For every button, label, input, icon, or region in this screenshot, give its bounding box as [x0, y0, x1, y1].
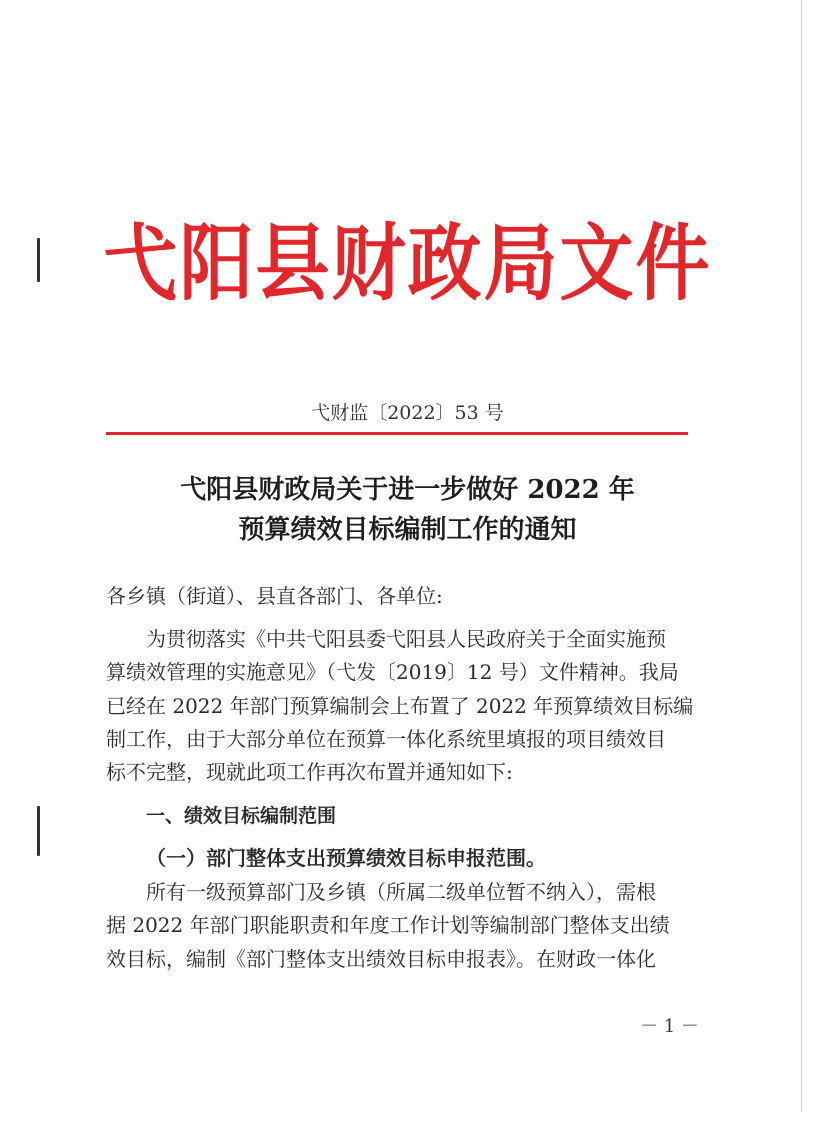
paragraph-line: 据 2022 年部门职能职责和年度工作计划等编制部门整体支出绩 — [106, 913, 670, 937]
paragraph-line: 为贯彻落实《中共弋阳县委弋阳县人民政府关于全面实施预 — [146, 627, 666, 651]
paragraph-line: 制工作，由于大部分单位在预算一体化系统里填报的项目绩效目 — [106, 727, 666, 751]
paragraph-line: 效目标，编制《部门整体支出绩效目标申报表》。在财政一体化 — [106, 947, 656, 971]
document-header-title: 弋阳县财政局文件 — [103, 215, 712, 313]
salutation: 各乡镇（街道）、县直各部门、各单位: — [106, 584, 443, 608]
binding-mark-bottom — [37, 806, 40, 856]
subsection-heading: （一）部门整体支出预算绩效目标申报范围。 — [146, 846, 546, 870]
paragraph-line: 算绩效管理的实施意见》（弋发〔2019〕12 号）文件精神。我局 — [106, 660, 679, 684]
section-heading: 一、绩效目标编制范围 — [146, 805, 337, 827]
paragraph-line: 所有一级预算部门及乡镇（所属二级单位暂不纳入），需根 — [146, 880, 656, 904]
notice-title — [0, 470, 815, 550]
paragraph-line: 标不完整，现就此项工作再次布置并通知如下: — [106, 760, 513, 784]
page-number: － 1 － — [640, 1016, 699, 1037]
notice-title-line-2: 预算绩效目标编制工作的通知 — [238, 515, 577, 545]
red-divider-line — [106, 432, 688, 435]
paragraph-line: 已经在 2022 年部门预算编制会上布置了 2022 年预算绩效目标编 — [106, 694, 694, 718]
document-number: 弋财监〔2022〕53 号 — [311, 402, 504, 424]
page-edge-line — [801, 0, 802, 1112]
notice-title-line-1: 弋阳县财政局关于进一步做好 2022 年 — [180, 475, 635, 505]
